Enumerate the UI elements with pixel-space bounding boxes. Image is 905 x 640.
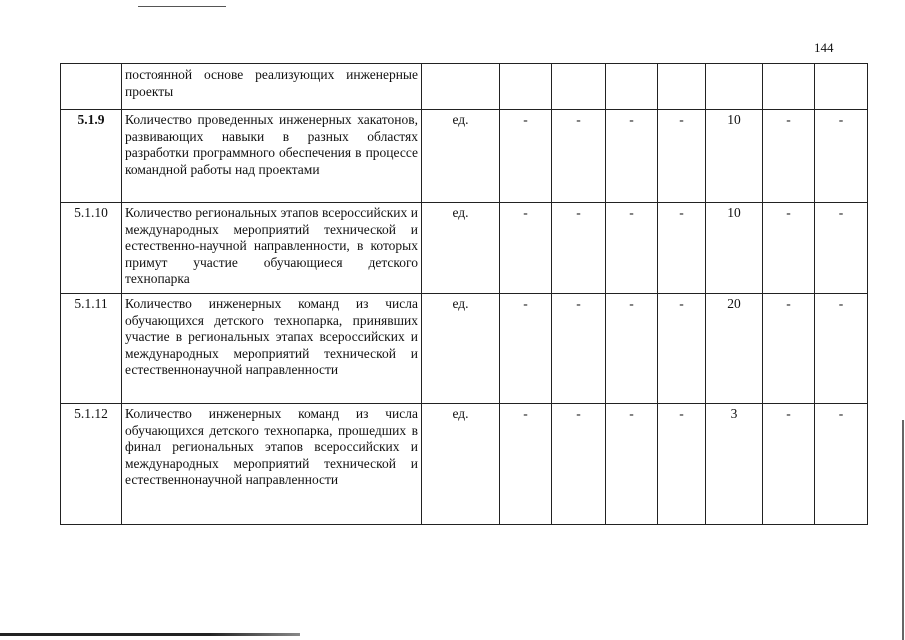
value-cell: - [763,203,815,294]
description-cell: Количество региональных этапов всероссийских и международных мероприятий технической и естественно-научной направленности, в которых примут участие обучающиеся детского технопарка [122,203,422,294]
unit-cell: ед. [422,203,500,294]
table-row [61,110,868,203]
indicator-table [60,63,868,525]
value-cell: - [500,404,552,525]
value-cell [606,64,658,110]
code-cell: 5.1.11 [61,294,122,404]
table-row [61,203,868,294]
value-cell [815,64,868,110]
value-cell [658,64,706,110]
value-cell: 10 [706,203,763,294]
unit-cell: ед. [422,404,500,525]
table-row-continuation [61,64,868,110]
value-cell: 10 [706,110,763,203]
value-cell: - [658,404,706,525]
value-cell: - [658,294,706,404]
code-cell: 5.1.12 [61,404,122,525]
value-cell: - [552,203,606,294]
description-cell: Количество инженерных команд из числа обучающихся детского технопарка, прошедших в финал региональных этапов всероссийских и международных мероприятий технической и естественнонаучной направленности [122,404,422,525]
description-cell: Количество инженерных команд из числа обучающихся детского технопарка, принявших участие в региональных этапах всероссийских и международных мероприятий технической и естественнонаучной направленности [122,294,422,404]
unit-cell: ед. [422,294,500,404]
code-cell: 5.1.10 [61,203,122,294]
value-cell: - [763,110,815,203]
value-cell: - [500,203,552,294]
value-cell: - [815,294,868,404]
code-cell [61,64,122,110]
value-cell: - [552,110,606,203]
unit-cell: ед. [422,110,500,203]
value-cell: - [658,110,706,203]
page-number: 144 [814,40,834,55]
code-cell: 5.1.9 [61,110,122,203]
table-row [61,294,868,404]
value-cell: - [763,294,815,404]
value-cell: - [552,404,606,525]
scan-artifact-line-bottom [0,633,300,636]
value-cell: - [606,294,658,404]
value-cell: - [763,404,815,525]
value-cell: - [606,110,658,203]
value-cell: - [815,404,868,525]
description-cell: Количество проведенных инженерных хакатонов, развивающих навыки в разных областях разработки программного обеспечения в процессе командной работы над проектами [122,110,422,203]
value-cell: - [815,203,868,294]
description-cell: постоянной основе реализующих инженерные проекты [122,64,422,110]
value-cell: - [658,203,706,294]
value-cell: - [500,294,552,404]
value-cell: - [500,110,552,203]
scan-artifact-edge-right [902,420,904,640]
table-row [61,404,868,525]
value-cell [500,64,552,110]
value-cell: - [606,404,658,525]
value-cell: - [815,110,868,203]
scan-artifact-line-top [138,6,226,7]
value-cell: 20 [706,294,763,404]
value-cell: - [606,203,658,294]
value-cell: 3 [706,404,763,525]
value-cell: - [552,294,606,404]
value-cell [552,64,606,110]
unit-cell [422,64,500,110]
value-cell [706,64,763,110]
value-cell [763,64,815,110]
